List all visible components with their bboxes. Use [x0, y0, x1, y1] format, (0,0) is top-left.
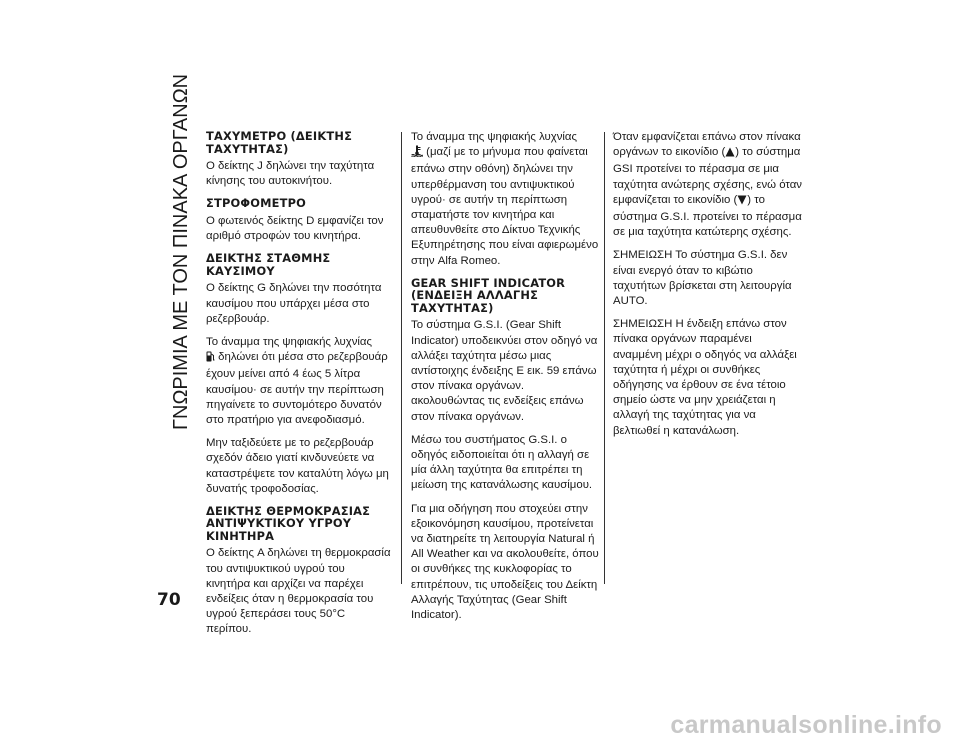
paragraph-gsi-icons: [613, 130, 803, 240]
paragraph-fuel-caution: Μην ταξιδεύετε με το ρεζερβουάρ σχεδόν άδειο γιατί κινδυνεύετε να καταστρέψετε τον καταλύτη λόγω μη δυνατής τροφοδοσίας.: [206, 437, 389, 495]
paragraph-note-auto: ΣΗΜΕΙΩΣΗ Το σύστημα G.S.I. δεν είναι ενεργό όταν το κιβώτιο ταχυτήτων βρίσκεται στη λειτουργία AUTO.: [613, 249, 792, 308]
paragraph-speedometer: Ο δείκτης J δηλώνει την ταχύτητα κίνησης του αυτοκινήτου.: [206, 160, 375, 188]
coolant-temperature-icon: [411, 145, 423, 162]
fuel-warning-text: δηλώνει ότι μέσα στο ρεζερβουάρ έχουν μείνει από 4 έως 5 λίτρα καυσίμου· σε αυτήν την περίπτωση πηγαίνετε το συντομότερο δυνατόν στο πρατήριο για ανεφοδιασμό.: [206, 351, 388, 426]
heading-coolant-temp: ΔΕΙΚΤΗΣ ΘΕΡΜΟΚΡΑΣΙΑΣ ΑΝΤΙΨΥΚΤΙΚΟΥ ΥΓΡΟΥ ΚΙΝΗΤΗΡΑ: [206, 503, 371, 543]
paragraph-coolant-warning: [411, 130, 599, 269]
side-section-title: [166, 73, 196, 430]
watermark: carmanualsonline.info: [670, 711, 942, 739]
paragraph-coolant-temp: Ο δείκτης A δηλώνει τη θερμοκρασία του αντιψυκτικού υγρού του κινητήρα και αρχίζει να παρέχει ενδείξεις όταν η θερμοκρασία του υγρού ξεπεράσει τους 50°C περίπου.: [206, 547, 391, 636]
heading-rev-counter: ΣΤΡΟΦΟΜΕΤΡΟ: [206, 196, 307, 211]
paragraph-gsi-description: Το σύστημα G.S.I. (Gear Shift Indicator) υποδεικνύει στον οδηγό να αλλάξει ταχύτητα μέσω μιας αντίστοιχης ένδειξης E εικ. 59 επάνω στον πίνακα οργάνων. ακολουθώντας τις ενδείξεις επάνω στον πίνακα οργάνων.: [411, 319, 598, 423]
coolant-warning-intro: Το άναμμα της ψηφιακής λυχνίας: [411, 131, 578, 143]
page-number: 70: [157, 590, 181, 610]
gsi-icons-text-2: ) το σύστημα GSI προτείνει το πέρασμα σε μια ταχύτητα ανώτερης σχέσης, ενώ όταν εμφανίζεται το εικονίδιο (: [613, 146, 803, 206]
paragraph-note-indicator: ΣΗΜΕΙΩΣΗ Η ένδειξη επάνω στον πίνακα οργάνων παραμένει αναμμένη μέχρι ο οδηγός να αλλάξει ταχύτητα ή μέχρι οι συνθήκες οδήγησης να έρθουν σε ένα τέτοιο σημείο ώστε να μην χρειάζεται η αλλαγή της ταχύτητας για να βελτιωθεί η κατανάλωση.: [613, 318, 797, 437]
shift-down-arrow-icon: [737, 195, 747, 210]
heading-gear-shift-indicator: GEAR SHIFT INDICATOR (ΕΝΔΕΙΞΗ ΑΛΛΑΓΗΣ ΤΑΧΥΤΗΤΑΣ): [411, 275, 566, 315]
paragraph-fuel-warning: [206, 335, 392, 428]
heading-speedometer: ΤΑΧΥΜΕΤΡΟ (ΔΕΙΚΤΗΣ ΤΑΧΥΤΗΤΑΣ): [206, 129, 353, 156]
shift-up-arrow-icon: [725, 147, 735, 162]
gsi-icons-text-3: ) το σύστημα G.S.I. προτείνει το πέρασμα σε μια ταχύτητα κατώτερης σχέσης.: [613, 193, 802, 239]
column-2: [411, 130, 599, 631]
coolant-warning-text: (μαζί με το μήνυμα που φαίνεται επάνω στην οθόνη) δηλώνει την υπερθέρμανση του αντιψυκτικού υγρού· σε αυτήν τη περίπτωση σταματήστε τον κινητήρα και απευθυνθείτε στο Δίκτυο Τεχνικής Εξυπηρέτησης που είναι αφιερωμένο στην Alfa Romeo.: [411, 146, 599, 267]
fuel-pump-icon: [206, 351, 215, 367]
side-title-text: ΓΝΩΡΙΜΙΑ ΜΕ ΤΟΝ ΠΙΝΑΚΑ ΟΡΓΑΝΩΝ: [170, 73, 192, 430]
paragraph-gsi-economy: Για μια οδήγηση που στοχεύει στην εξοικονόμηση καυσίμου, προτείνεται να διατηρείτε τη λειτουργία Natural ή All Weather και να ακολουθείτε, όπου οι συνθήκες της κυκλοφορίας το επιτρέπουν, τις υποδείξεις του Δείκτη Αλλαγής Ταχύτητας (Gear Shift Indicator).: [411, 502, 599, 621]
paragraph-fuel-gauge: Ο δείκτης G δηλώνει την ποσότητα καυσίμου που υπάρχει μέσα στο ρεζερβουάρ.: [206, 282, 382, 325]
column-divider-2: [604, 132, 605, 584]
column-divider-1: [401, 132, 402, 584]
fuel-warning-intro: Το άναμμα της ψηφιακής λυχνίας: [206, 335, 373, 348]
heading-fuel-gauge: ΔΕΙΚΤΗΣ ΣΤΑΘΜΗΣ ΚΑΥΣΙΜΟΥ: [206, 251, 331, 278]
paragraph-gsi-consumption: Μέσω του συστήματος G.S.I. ο οδηγός ειδοποιείται ότι η αλλαγή σε μία άλλη ταχύτητα θα επιτρέπει τη μείωση της κατανάλωσης καυσίμου.: [411, 433, 593, 492]
column-3: [613, 130, 803, 447]
column-1: [206, 130, 392, 646]
paragraph-rev-counter: Ο φωτεινός δείκτης D εμφανίζει τον αριθμό στροφών του κινητήρα.: [206, 214, 384, 243]
gsi-icons-text-1: Όταν εμφανίζεται επάνω στον πίνακα οργάνων το εικονίδιο (: [613, 131, 801, 159]
